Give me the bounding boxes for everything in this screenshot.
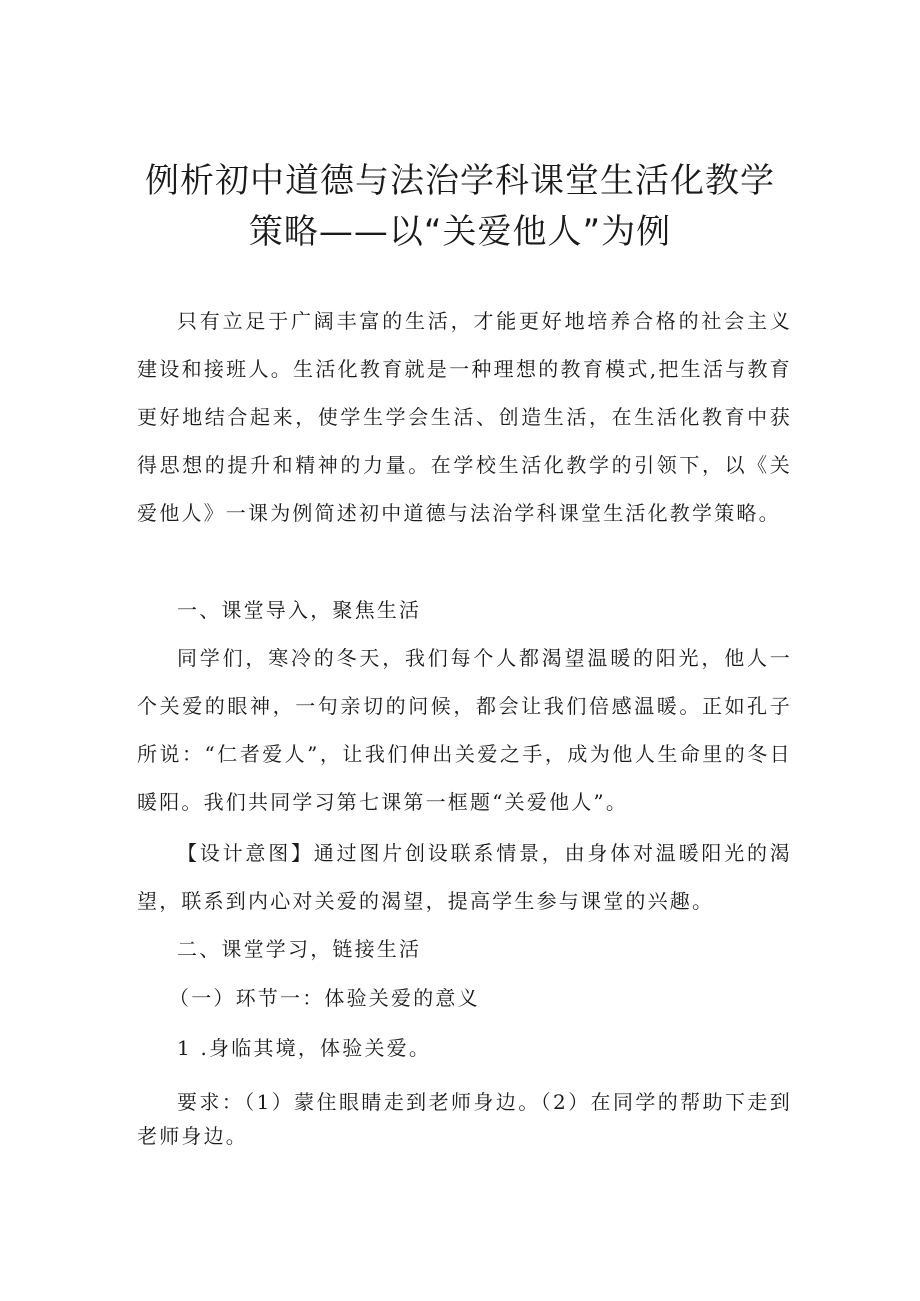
design-intent-paragraph: 【设计意图】通过图片创设联系情景，由身体对温暖阳光的渴望，联系到内心对关爱的渴望，提高学生参与课堂的兴趣。 — [137, 841, 792, 913]
subsection-1-heading: （一）环节一：体验关爱的意义 — [169, 986, 480, 1010]
intro-paragraph-block — [137, 297, 792, 537]
requirement-block — [137, 1085, 792, 1153]
section-1-paragraph: 同学们，寒冷的冬天，我们每个人都渴望温暖的阳光，他人一个关爱的眼神，一句亲切的问候，都会让我们倍感温暖。正如孔子所说：“仁者爱人”，让我们伸出关爱之手，成为他人生命里的冬日暖阳。我们共同学习第七课第一框题“关爱他人”。 — [137, 646, 792, 814]
section-2-heading: 二、课堂学习，链接生活 — [177, 937, 422, 961]
item-1-heading: 1 .身临其境，体验关爱。 — [177, 1036, 432, 1060]
document-title-line-1: 例析初中道德与法治学科课堂生活化教学 — [145, 161, 775, 201]
intro-paragraph: 只有立足于广阔丰富的生活，才能更好地培养合格的社会主义建设和接班人。生活化教育就是一种理想的教育模式,把生活与教育更好地结合起来，使学生学会生活、创造生活，在生活化教育中获得思想的提升和精神的力量。在学校生活化教学的引领下，以《关爱他人》一课为例简述初中道德与法治学科课堂生活化教学策略。 — [137, 309, 792, 525]
design-intent-block — [137, 829, 792, 925]
section-1-heading: 一、课堂导入，聚焦生活 — [177, 598, 422, 622]
section-1-paragraph-block — [137, 634, 792, 826]
document-title-line-2: 策略——以“关爱他人”为例 — [248, 212, 672, 252]
requirement-paragraph: 要求：（1）蒙住眼睛走到老师身边。（2）在同学的帮助下走到老师身边。 — [137, 1090, 792, 1148]
